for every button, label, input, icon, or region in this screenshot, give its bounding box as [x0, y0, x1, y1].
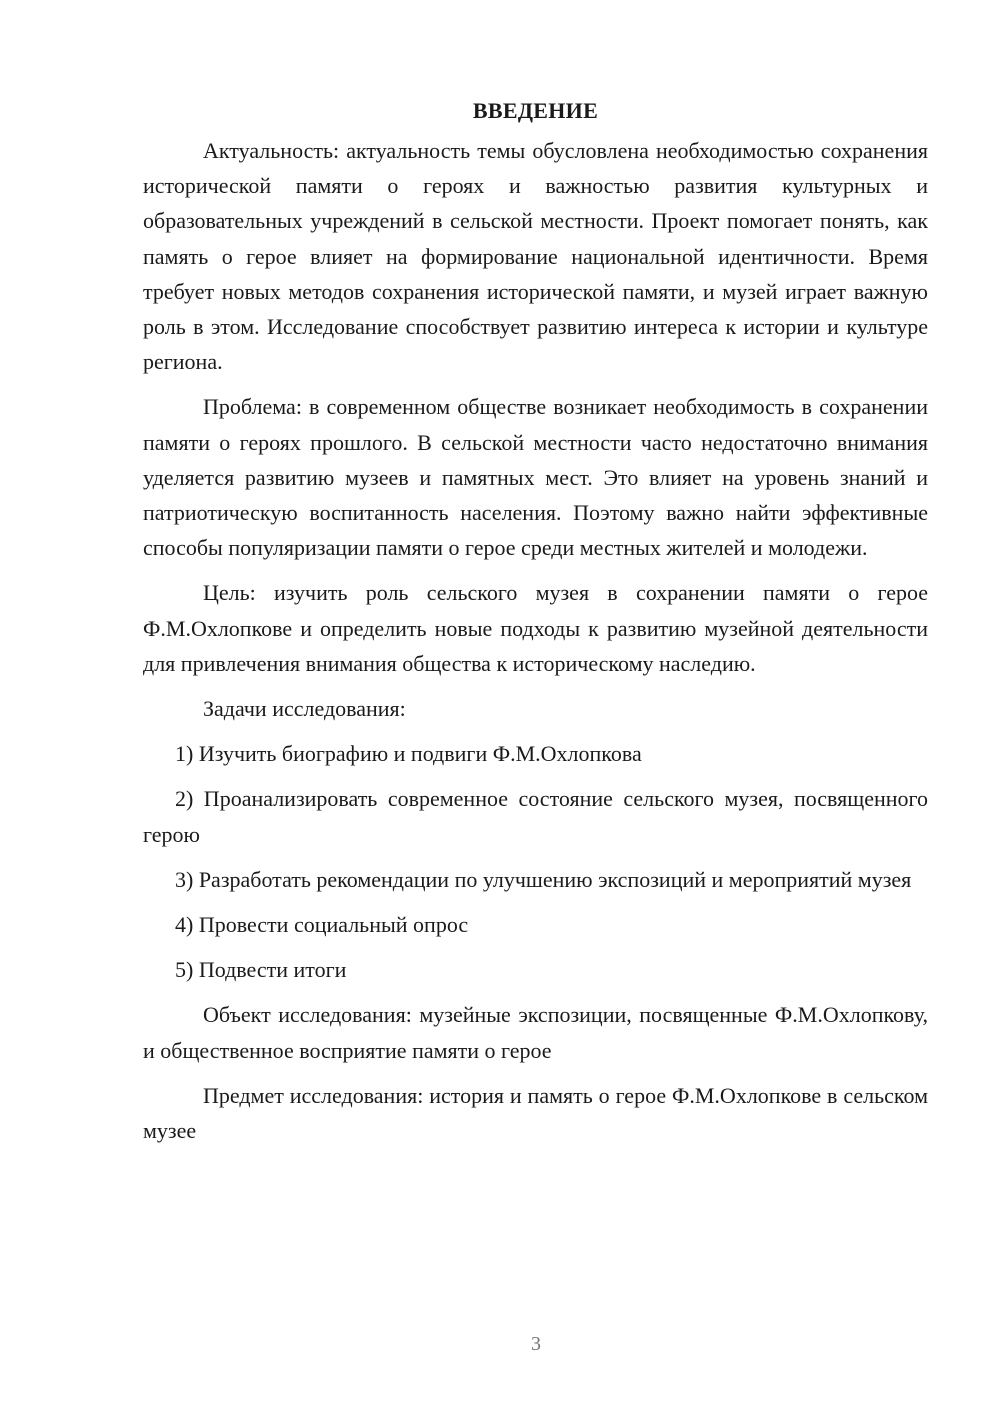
task-item-4: 4) Провести социальный опрос: [175, 912, 469, 938]
page-number: 3: [531, 1333, 541, 1355]
task-item-5: 5) Подвести итоги: [175, 957, 347, 983]
task-item-2: 2) Проанализировать современное состояние сельского музея, посвященного герою: [143, 786, 928, 847]
paragraph-relevance: Актуальность: актуальность темы обусловлена необходимостью сохранения исторической памяти о героях и важностью развития культурных и образовательных учреждений в сельской местности. Проект помогает понять, как память о герое влияет на формирование национальной идентичности. Время требует новых методов сохранения исторической памяти, и музей играет важную роль в этом. Исследование способствует развитию интереса к истории и культуре региона.: [143, 138, 928, 375]
paragraph-object: Объект исследования: музейные экспозиции, посвященные Ф.М.Охлопкову, и общественное восприятие памяти о герое: [143, 1002, 928, 1063]
paragraph-goal: Цель: изучить роль сельского музея в сохранении памяти о герое Ф.М.Охлопкове и определить новые подходы к развитию музейной деятельности для привлечения внимания общества к историческому наследию.: [143, 580, 928, 676]
tasks-title: Задачи исследования:: [203, 696, 406, 722]
document-page: [143, 96, 928, 1158]
paragraph-subject: Предмет исследования: история и память о герое Ф.М.Охлопкове в сельском музее: [143, 1082, 928, 1144]
paragraph-problem: Проблема: в современном обществе возникает необходимость в сохранении памяти о героях прошлого. В сельской местности часто недостаточно внимания уделяется развитию музеев и памятных мест. Это влияет на уровень знаний и патриотическую воспитанность населения. Поэтому важно найти эффективные способы популяризации памяти о герое среди местных жителей и молодежи.: [143, 394, 928, 561]
page-title: ВВЕДЕНИЕ: [472, 98, 599, 123]
task-item-3: 3) Разработать рекомендации по улучшению экспозиций и мероприятий музея: [175, 866, 912, 892]
task-item-1: 1) Изучить биографию и подвиги Ф.М.Охлопкова: [175, 741, 642, 767]
